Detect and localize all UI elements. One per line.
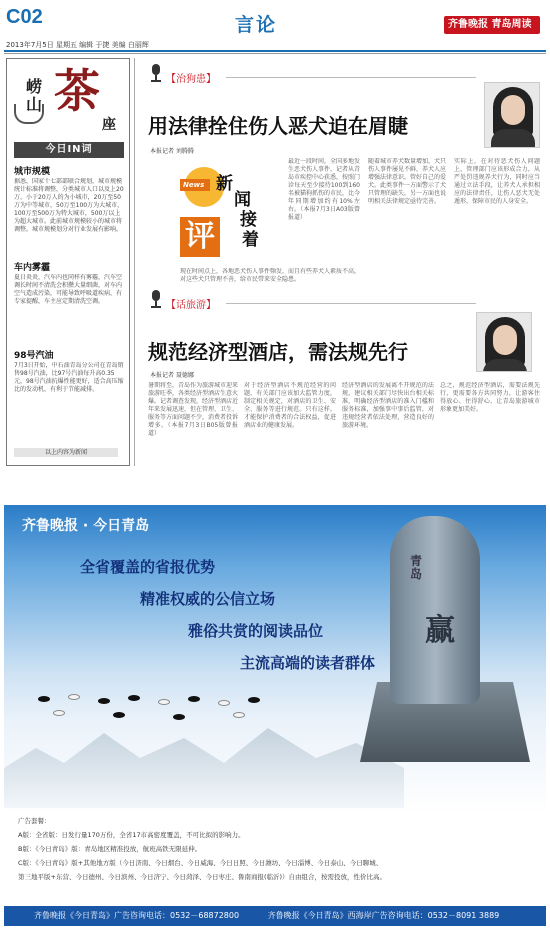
- article-paragraph: 总之，规范经济型酒店，需要法规先行，更需要各方共同努力，让游客住得放心、住得舒心，让青岛旅游城市形象更加美好。: [440, 382, 540, 413]
- term-body: 7月3日开始，中石油青岛分公司在青岛销售98号汽油，比97号汽油每升高0.35元，98号汽油抗爆性能更好，适合高压缩比的发动机，有利于节能减排。: [14, 362, 124, 393]
- series-char-2: 茶: [54, 64, 100, 118]
- author-photo: [476, 312, 532, 372]
- tag-rule: [226, 77, 476, 78]
- slogan: 全省覆盖的省报优势: [80, 558, 216, 576]
- header-rule-thin: [4, 53, 546, 54]
- banner-logo: 齐鲁晚报 · 今日青岛: [22, 518, 150, 534]
- date-line: 2013年7月5日 星期五 编辑 于捷 美编 白丽辉: [6, 41, 149, 49]
- slogan: 精准权威的公信立场: [140, 590, 276, 608]
- page-number: C02: [6, 6, 43, 28]
- rock-inscription: 青岛: [410, 554, 423, 581]
- masthead-logo: 齐鲁晚报 青岛周读: [444, 16, 540, 34]
- byline: 本报记者 聂德娜: [150, 372, 194, 379]
- news-tag: News: [180, 179, 210, 191]
- headline: 用法律拴住伤人恶犬迫在眉睫: [148, 114, 408, 138]
- author-photo: [484, 82, 540, 148]
- left-bottom-label: 以上内容为新闻: [14, 448, 118, 457]
- header-rule: [4, 50, 546, 52]
- news-comment-graphic: News 新 闻 接 着 评: [180, 167, 280, 267]
- series-logo: [14, 66, 124, 136]
- term-title: 车内雾霾: [14, 263, 51, 273]
- headline: 规范经济型酒店，需法规先行: [148, 340, 408, 364]
- term-body: 据悉，国家十七部部联合规划，城市规模统计标准将调整，分类城市人口以及上20万，小于20万人的为小城市，20万至50万为中等城市，50万至100万为大城市，100万至500万为特大城市，500万以上为超大城市。此前城市规模较小的城市将调整，城市规模划分对行业发展有影响。: [14, 178, 124, 233]
- go-board-graphic: [18, 690, 318, 730]
- series-char-3: 座: [102, 117, 116, 133]
- article-paragraph: 对于经济型酒店不规范经营的问题，有关部门应该加大监管力度，制定相关规定，对酒店的卫生、安全、服务等进行规范。只有这样，才能保护消费者的合法权益，促进酒店业的健康发展。: [244, 382, 336, 429]
- term-body: 夏日炎炎，汽车内也同样有雾霾，汽车空调长时间不清洗会积攒大量细菌，对车内空气造成污染，可能导致呼吸道疾病，有专家提醒，车主应定期清洗空调。: [14, 274, 123, 305]
- article-paragraph: 最近一段时间，全国多地发生恶犬伤人事件，记者从青岛市疾控中心获悉，按照门诊每天至少接待100到160名被猫狗抓伤的市民，比今年同期增加约有10%左右。（本报7月3日A03版曾报道）: [288, 158, 360, 221]
- article-paragraph: 现在时间点上，各地恶犬伤人事件频发，而且有些养犬人素质不高，对这些犬只管理不善，给市民带来安全隐患。: [180, 268, 360, 283]
- column-tag: 【治狗患】: [166, 74, 216, 85]
- slogan: 主流高端的读者群体: [240, 654, 376, 672]
- footer-phone: 齐鲁晚报《今日青岛》广告咨询电话：0532－68872800: [34, 911, 240, 920]
- rock-character: 赢: [425, 613, 455, 648]
- article-paragraph: 随着城市养犬数量增加，犬只伤人事件屡见不鲜，养犬人应增强法律意识，管好自己的爱犬。此类事件一方面警示了犬只管理的缺失，另一方面也说明相关法律规定亟待完善。: [368, 158, 446, 205]
- ad-package-text: 广告套餐： A版：全省版：日发行量170万份，全省17市高密度覆盖，不可比拟的影响力。 B版：《今日青岛》版：青岛地区精准投放，航班高铁无限延伸。 C版：《今日青岛》版+其他地方版（今日济南、今日烟台、今日威海、今日日照、今日潍坊、今日淄博、今日泰山、今日聊城、 第三地平版+东营、今日德州、今日滨州、今日济宁、今日菏泽、今日枣庄、鲁南商报(临沂)）自由组合，按需投放，性价比高。: [18, 817, 387, 881]
- term-title: 98号汽油: [14, 351, 54, 361]
- microphone-icon: [150, 290, 162, 308]
- microphone-icon: [150, 64, 162, 82]
- daily-label: 今日IN词: [14, 142, 124, 158]
- column-tag: 【话旅游】: [166, 300, 216, 311]
- slogan: 雅俗共赏的阅读品位: [188, 622, 324, 640]
- article-paragraph: 经济型酒店的发展离不开规范的法规，建议相关部门尽快出台相关标准，明确经济型酒店的准入门槛和服务标准，加强事中事后监管，对违规经营者依法处理，营造良好的旅游环境。: [342, 382, 434, 429]
- footer-phone: 齐鲁晚报《今日青岛》西海岸广告咨询电话：0532－8091 3889: [267, 911, 500, 920]
- series-char-1: 崂山: [26, 77, 43, 114]
- byline: 本报记者 刘腾腾: [150, 148, 194, 155]
- article-paragraph: 实际上，在对待恶犬伤人问题上，管理部门应该形成合力，从严处罚违规养犬行为，同时应当通过立法手段，让养犬人承担相应的法律责任，让伤人恶犬无处遁形，保障市民的人身安全。: [454, 158, 540, 205]
- tag-rule: [226, 303, 476, 304]
- column-divider: [134, 58, 135, 466]
- article-paragraph: 暑期将至，青岛作为旅游城市迎来旅游旺季，各类经济型酒店生意火爆。记者调查发现，经济型酒店近年来发展迅速，但在管理、卫生、服务等方面问题不少，消费者投诉增多。（本报7月3日B05版曾报道）: [148, 382, 238, 437]
- term-title: 城市规模: [14, 167, 51, 177]
- ad-footer: [4, 906, 546, 926]
- section-title: 言论: [235, 14, 278, 36]
